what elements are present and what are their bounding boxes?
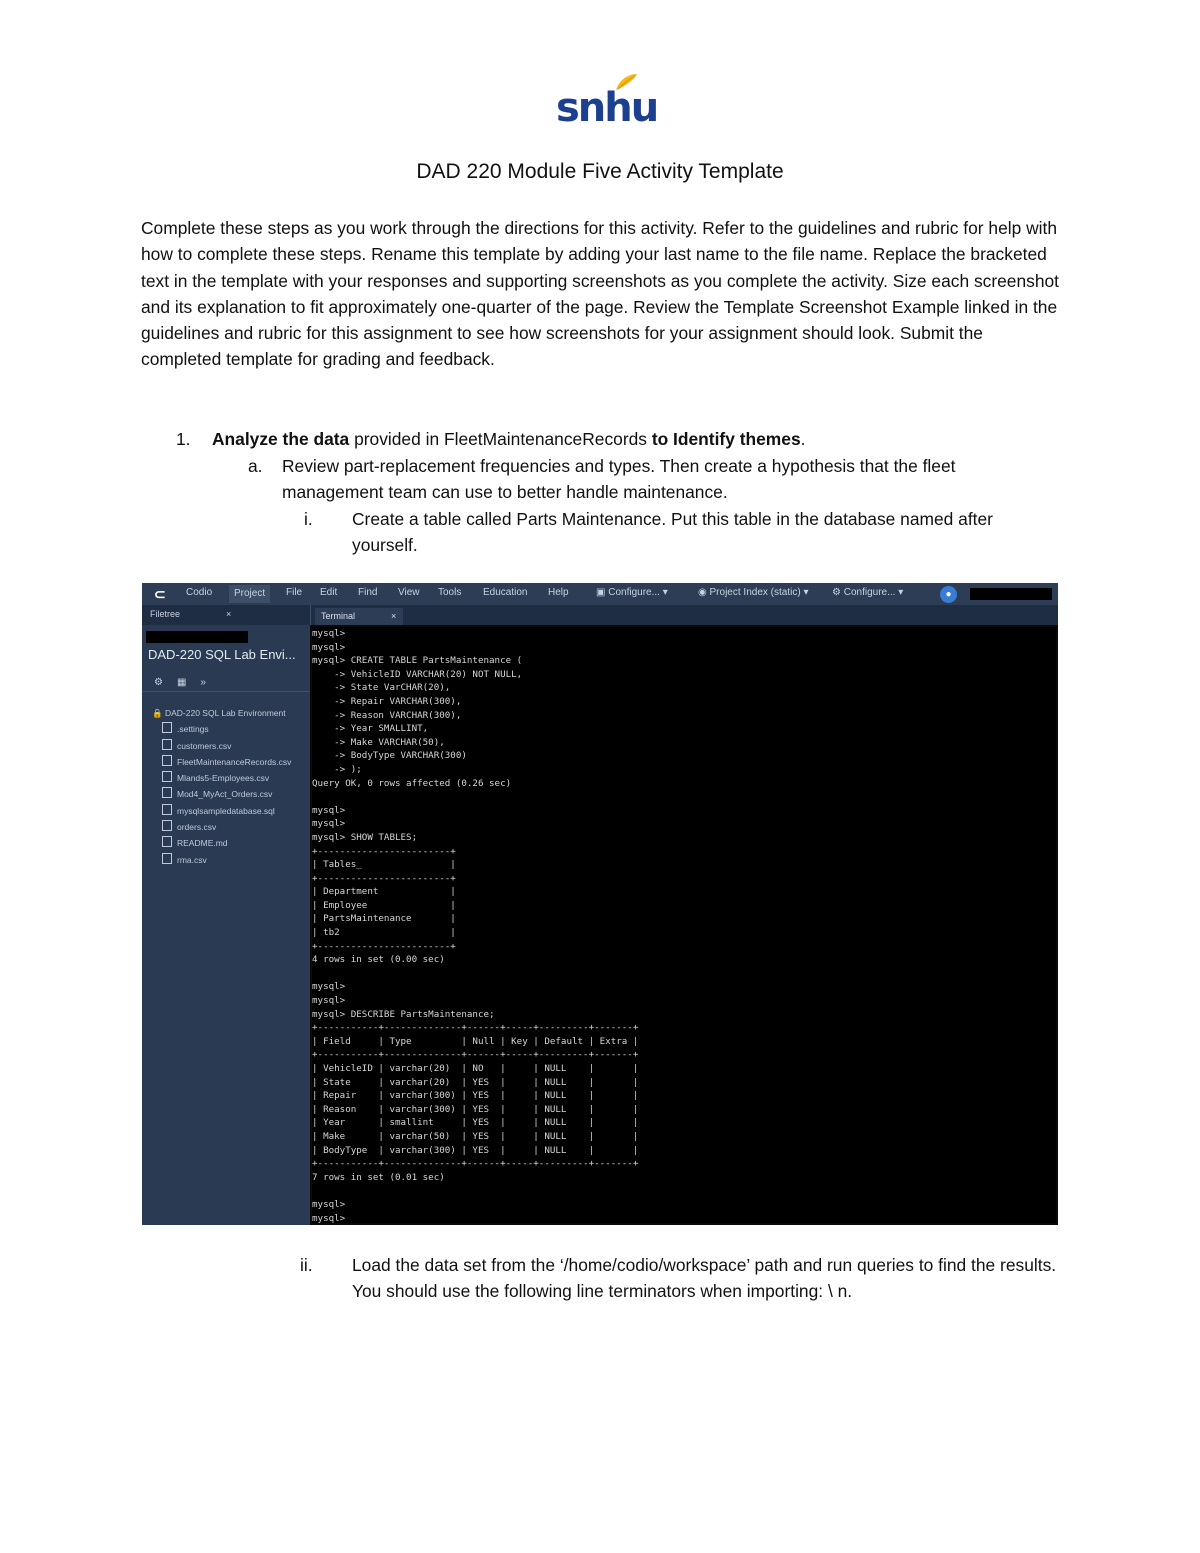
menu-find[interactable]: Find xyxy=(358,587,378,598)
terminal-line: | Tables_ | xyxy=(312,859,456,871)
menu-file[interactable]: File xyxy=(286,587,303,598)
file-tree xyxy=(152,705,291,868)
file-icon xyxy=(162,755,172,766)
lock-icon: 🔒 xyxy=(152,708,163,718)
configure-label: Configure... xyxy=(608,587,660,598)
terminal-line: | Make | varchar(50) | YES | | NULL | | xyxy=(312,1130,639,1142)
terminal-line: +-----------+--------------+------+-----+---------+-------+ xyxy=(312,1158,639,1170)
tree-file-label: .settings xyxy=(177,724,209,735)
terminal-line: -> Repair VARCHAR(300), xyxy=(312,695,462,707)
page-title: DAD 220 Module Five Activity Template xyxy=(416,160,784,183)
tree-file-label: mysqlsampledatabase.sql xyxy=(177,805,275,816)
bold-phrase: Analyze the data xyxy=(212,429,350,449)
terminal-tab[interactable] xyxy=(315,608,403,625)
tree-root[interactable] xyxy=(152,705,291,721)
grid-icon[interactable]: ▦ xyxy=(176,677,187,688)
terminal-line xyxy=(312,790,1056,804)
list-item-text: Review part-replacement frequencies and types. Then create a hypothesis that the fleet management team can use to better handle maintenance. xyxy=(282,456,956,503)
terminal-line: +-----------+--------------+------+-----+---------+-------+ xyxy=(312,1022,639,1034)
ide-sidebar xyxy=(142,605,310,1225)
terminal-line: -> BodyType VARCHAR(300) xyxy=(312,750,467,762)
file-icon xyxy=(162,804,172,815)
menu-project[interactable]: Project xyxy=(229,585,270,603)
file-icon xyxy=(162,820,172,831)
tree-file[interactable] xyxy=(152,852,291,868)
logo-wordmark: snhu xyxy=(556,85,658,131)
menu-edit[interactable]: Edit xyxy=(320,587,338,598)
tree-file-label: Mod4_MyAct_Orders.csv xyxy=(177,789,273,800)
terminal-line: -> VehicleID VARCHAR(20) NOT NULL, xyxy=(312,668,523,680)
terminal-line xyxy=(312,967,1056,981)
tree-root-label: DAD-220 SQL Lab Environment xyxy=(164,708,286,718)
redaction-bar xyxy=(970,588,1052,600)
terminal-line: mysql> xyxy=(312,981,346,993)
project-index-label: Project Index (static) xyxy=(709,587,801,598)
intro-paragraph: Complete these steps as you work through the directions for this activity. Refer to the guidelines and rubric for help with how to complete these steps. Rename this template by adding your last name to the file name. Replace the bracketed text in the template with your responses and supporting screenshots as you complete the activity. Size each screenshot and its explanation to fit approximately one-quarter of the page. Review the Template Screenshot Example linked in the guidelines and rubric for this assignment to see how screenshots for your assignment should look. Submit the completed template for grading and feedback. xyxy=(141,218,1060,370)
file-icon xyxy=(162,787,172,798)
terminal-line: | State | varchar(20) | YES | | NULL | | xyxy=(312,1076,639,1088)
list-item-ii xyxy=(300,1252,1060,1305)
menu-view[interactable]: View xyxy=(398,587,420,598)
terminal-tab-label: Terminal xyxy=(321,611,356,621)
chevron-right-icon[interactable]: » xyxy=(200,677,206,688)
terminal-line: +------------------------+ xyxy=(312,872,456,884)
terminal-line: | tb2 | xyxy=(312,927,456,939)
list-item-text xyxy=(212,426,1066,452)
punctuation: . xyxy=(800,429,806,449)
menu-help[interactable]: Help xyxy=(548,587,569,598)
sidebar-toolbar xyxy=(154,677,220,688)
terminal-line: mysql> SHOW TABLES; xyxy=(312,831,418,843)
snhu-logo xyxy=(556,72,658,132)
terminal-output[interactable] xyxy=(312,627,1056,1223)
list-item-i xyxy=(304,506,1056,559)
redaction-bar xyxy=(146,631,248,643)
terminal-line: | Department | xyxy=(312,886,456,898)
bold-phrase: to Identify themes xyxy=(651,429,801,449)
terminal-line: | PartsMaintenance | xyxy=(312,913,456,925)
terminal-line: mysql> xyxy=(312,995,346,1007)
tree-file[interactable] xyxy=(152,721,291,737)
list-roman: i. xyxy=(304,509,313,529)
plain-phrase: provided in FleetMaintenanceRecords xyxy=(349,429,652,449)
terminal-line: -> Reason VARCHAR(300), xyxy=(312,709,462,721)
terminal-line: | VehicleID | varchar(20) | NO | | NULL | | xyxy=(312,1063,639,1074)
terminal-line: +------------------------+ xyxy=(312,845,456,857)
project-index-dropdown[interactable]: ◉ Project Index (static) ▾ xyxy=(698,587,809,598)
configure-dropdown-2[interactable]: ⚙ Configure... ▾ xyxy=(832,587,904,598)
user-avatar-icon[interactable]: ● xyxy=(940,586,957,603)
terminal-line: mysql> xyxy=(312,628,346,639)
menu-codio[interactable]: Codio xyxy=(186,587,213,598)
terminal-line: | BodyType | varchar(300) | YES | | NULL | | xyxy=(312,1144,639,1156)
terminal-line: +-----------+--------------+------+-----+---------+-------+ xyxy=(312,1049,639,1061)
tree-file-label: Mlands5-Employees.csv xyxy=(177,773,270,784)
terminal-line xyxy=(312,1184,1056,1198)
project-title: DAD-220 SQL Lab Envi... xyxy=(148,647,296,662)
list-item-1 xyxy=(176,426,1066,452)
tree-file[interactable] xyxy=(152,770,291,786)
file-icon xyxy=(162,853,172,864)
codio-screenshot xyxy=(142,583,1058,1225)
menu-tools[interactable]: Tools xyxy=(438,587,462,598)
tree-file[interactable] xyxy=(152,754,291,770)
close-icon[interactable]: × xyxy=(226,609,232,619)
terminal-line: +------------------------+ xyxy=(312,940,456,952)
ide-menubar xyxy=(142,583,1058,605)
tree-file[interactable] xyxy=(152,738,291,754)
terminal-line: mysql> xyxy=(312,804,346,816)
terminal-line: -> State VarCHAR(20), xyxy=(312,682,451,694)
terminal-tabstrip xyxy=(310,605,1058,625)
terminal-line: | Year | smallint | YES | | NULL | | xyxy=(312,1117,639,1129)
list-item-text: Load the data set from the ‘/home/codio/workspace’ path and run queries to find the results. You should use the following line terminators when importing: \ n. xyxy=(352,1255,1057,1302)
terminal-line: | Repair | varchar(300) | YES | | NULL | | xyxy=(312,1090,639,1102)
tree-file[interactable] xyxy=(152,835,291,851)
tree-file[interactable] xyxy=(152,786,291,802)
terminal-line: | Field | Type | Null | Key | Default | Extra | xyxy=(312,1035,639,1047)
list-roman: ii. xyxy=(300,1255,313,1275)
divider xyxy=(142,691,310,692)
terminal-line: mysql> xyxy=(312,1198,346,1210)
terminal-line: -> Make VARCHAR(50), xyxy=(312,736,445,748)
gear-icon[interactable]: ⚙ xyxy=(154,677,163,688)
terminal-line: | Reason | varchar(300) | YES | | NULL | | xyxy=(312,1103,639,1115)
tree-file-label: README.md xyxy=(177,838,228,849)
terminal-line: mysql> xyxy=(312,818,346,830)
tree-file-label: rma.csv xyxy=(177,854,207,865)
list-item-a xyxy=(248,453,1058,506)
terminal-line: mysql> xyxy=(312,1212,346,1224)
tree-file-label: orders.csv xyxy=(177,822,217,833)
codio-logo-icon: ⊂ xyxy=(154,586,166,602)
terminal-line: -> Year SMALLINT, xyxy=(312,723,429,735)
tree-file-label: FleetMaintenanceRecords.csv xyxy=(177,756,292,767)
terminal-line: Query OK, 0 rows affected (0.26 sec) xyxy=(312,777,512,789)
sidebar-tabstrip xyxy=(142,605,310,625)
configure-dropdown[interactable]: ▣ Configure... ▾ xyxy=(596,587,668,598)
terminal-line: | Employee | xyxy=(312,899,456,911)
tree-file[interactable] xyxy=(152,819,291,835)
filetree-tab[interactable]: Filetree xyxy=(150,609,181,619)
tree-file-label: customers.csv xyxy=(177,740,232,751)
terminal-line: -> ); xyxy=(312,763,362,775)
terminal-line: mysql> xyxy=(312,641,346,653)
list-letter: a. xyxy=(248,456,263,476)
file-icon xyxy=(162,836,172,847)
list-item-text: Create a table called Parts Maintenance. Put this table in the database named after yourself. xyxy=(352,509,993,556)
file-icon xyxy=(162,739,172,750)
terminal-line: 4 rows in set (0.00 sec) xyxy=(312,954,445,966)
file-icon xyxy=(162,771,172,782)
terminal-line: mysql> DESCRIBE PartsMaintenance; xyxy=(312,1008,495,1020)
configure-label-2: Configure... xyxy=(843,587,896,598)
close-icon[interactable]: × xyxy=(391,611,397,621)
menu-education[interactable]: Education xyxy=(483,587,528,598)
terminal-line: 7 rows in set (0.01 sec) xyxy=(312,1171,445,1183)
list-number: 1. xyxy=(176,429,191,449)
tree-file[interactable] xyxy=(152,803,291,819)
terminal-line: mysql> CREATE TABLE PartsMaintenance ( xyxy=(312,655,523,667)
file-icon xyxy=(162,722,172,733)
